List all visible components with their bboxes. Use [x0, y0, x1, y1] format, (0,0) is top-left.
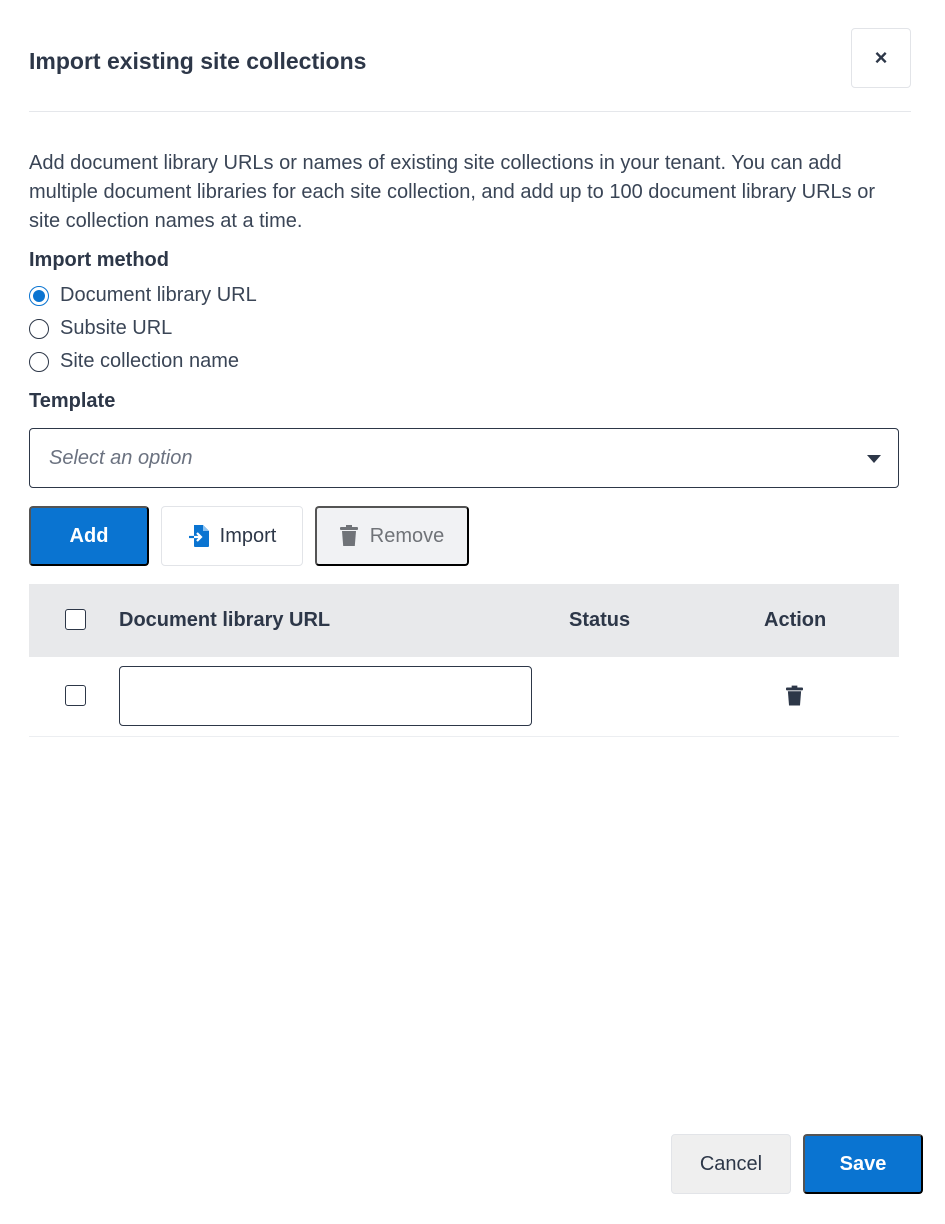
import-method-label: Import method	[29, 249, 169, 271]
radio-selected-icon	[29, 286, 49, 306]
radio-icon	[29, 319, 49, 339]
trash-icon	[340, 525, 358, 547]
file-import-icon	[188, 524, 210, 548]
row-checkbox[interactable]	[65, 685, 86, 706]
column-status: Status	[569, 609, 631, 631]
import-button[interactable]: Import	[161, 506, 303, 566]
radio-document-library-url[interactable]: Document library URL	[29, 284, 257, 307]
description: Add document library URLs or names of existing site collections in your tenant. You can add multiple document libraries for each site collection, and add up to 100 document library URLs or site collection names at a time.	[29, 152, 875, 232]
select-all-checkbox[interactable]	[65, 609, 86, 630]
delete-row-icon[interactable]	[786, 685, 803, 707]
radio-icon	[29, 352, 49, 372]
template-select[interactable]: Select an option	[29, 428, 899, 488]
url-input[interactable]	[119, 666, 532, 726]
close-icon: ×	[874, 45, 888, 70]
add-button[interactable]: Add	[29, 506, 149, 566]
cancel-button[interactable]: Cancel	[671, 1134, 791, 1194]
table-header	[29, 584, 899, 657]
column-document-library-url: Document library URL	[119, 609, 331, 631]
caret-down-icon	[867, 455, 881, 463]
radio-subsite-url[interactable]: Subsite URL	[29, 317, 172, 340]
divider	[29, 111, 911, 112]
close-button[interactable]	[851, 28, 911, 88]
template-label: Template	[29, 390, 116, 412]
radio-site-collection-name[interactable]: Site collection name	[29, 350, 239, 373]
table-row	[29, 657, 899, 737]
save-button[interactable]: Save	[803, 1134, 923, 1194]
remove-button[interactable]: Remove	[315, 506, 469, 566]
dialog-title: Import existing site collections	[29, 48, 367, 74]
column-action: Action	[764, 609, 827, 631]
